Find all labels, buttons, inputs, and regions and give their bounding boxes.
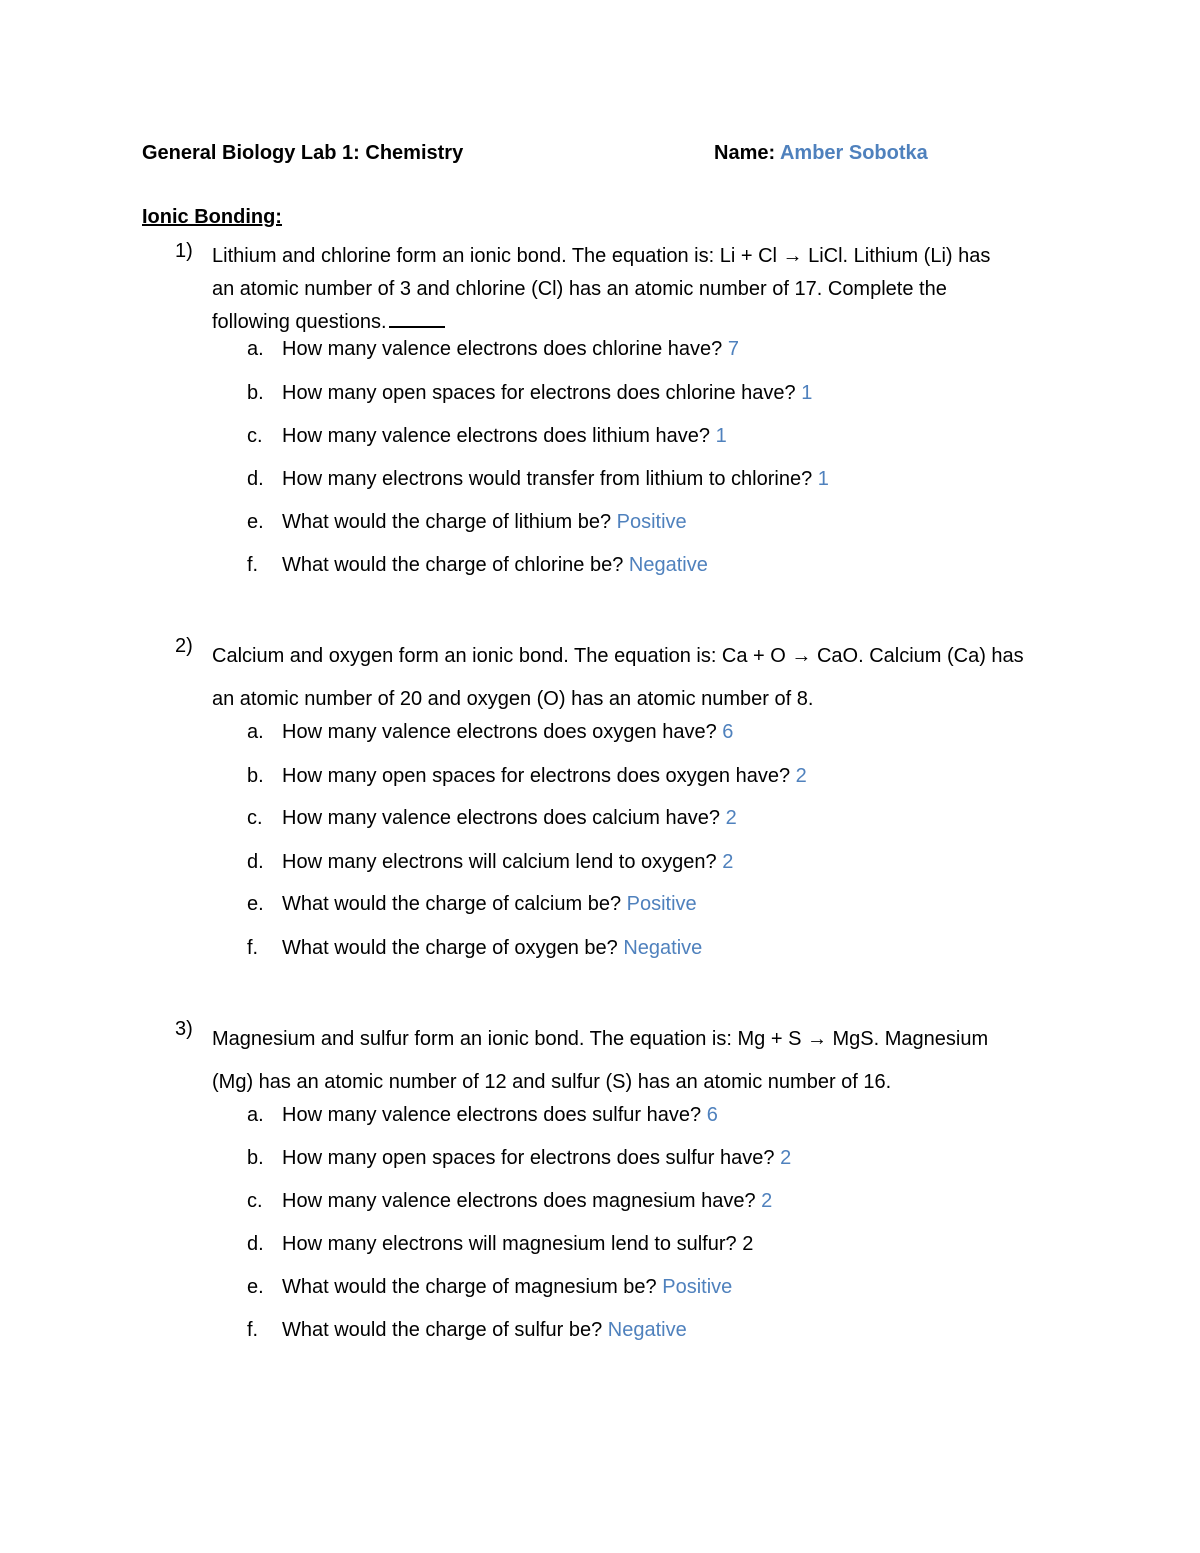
- answer-text: 2: [761, 1190, 773, 1212]
- answer-text: 1: [715, 425, 727, 447]
- answer-text: 6: [722, 721, 734, 743]
- question-text: [212, 1018, 1072, 1104]
- answer-text: Negative: [607, 1319, 687, 1341]
- document-title: General Biology Lab 1: Chemistry: [142, 142, 464, 164]
- question-text: [212, 635, 1072, 721]
- sub-question-2d: d. How many electrons will calcium lend to oxygen? 2: [247, 851, 734, 873]
- question-line: Magnesium and sulfur form an ionic bond. The equation is: Mg + S → MgS. Magnesium: [212, 1028, 989, 1050]
- question-3: [142, 1018, 1082, 1098]
- document-header: [142, 142, 1062, 172]
- answer-text: Negative: [628, 554, 708, 576]
- sub-question-2c: c. How many valence electrons does calcium have? 2: [247, 807, 737, 829]
- sub-question-3c: c. How many valence electrons does magnesium have? 2: [247, 1190, 773, 1212]
- answer-text: 2: [725, 807, 737, 829]
- question-number: 1): [175, 240, 193, 262]
- question-number: 2): [175, 635, 193, 657]
- sub-question-3d: d. How many electrons will magnesium lend to sulfur? 2: [247, 1233, 754, 1255]
- question-line: Lithium and chlorine form an ionic bond. The equation is: Li + Cl → LiCl. Lithium (Li) has: [212, 245, 991, 267]
- question-line: Calcium and oxygen form an ionic bond. The equation is: Ca + O → CaO. Calcium (Ca) has: [212, 645, 1024, 667]
- sub-question-2b: b. How many open spaces for electrons does oxygen have? 2: [247, 765, 807, 787]
- sub-question-3f: f. What would the charge of sulfur be? Negative: [247, 1319, 687, 1341]
- answer-text: Negative: [623, 937, 703, 959]
- name-label: Name:: [714, 142, 776, 164]
- question-line: following questions.: [212, 306, 1072, 339]
- sub-question-2f: f. What would the charge of oxygen be? Negative: [247, 937, 703, 959]
- answer-text: 2: [795, 765, 807, 787]
- answer-blank: [389, 308, 445, 328]
- sub-question-1e: e. What would the charge of lithium be? Positive: [247, 511, 687, 533]
- answer-text: Positive: [662, 1276, 733, 1298]
- sub-question-1c: c. How many valence electrons does lithium have? 1: [247, 425, 727, 447]
- sub-question-3a: a. How many valence electrons does sulfur have? 6: [247, 1104, 718, 1126]
- answer-text: 2: [780, 1147, 792, 1169]
- sub-question-3e: e. What would the charge of magnesium be? Positive: [247, 1276, 733, 1298]
- answer-text: Positive: [626, 893, 697, 915]
- section-heading: Ionic Bonding:: [142, 206, 282, 228]
- question-number: 3): [175, 1018, 193, 1040]
- answer-text: 6: [706, 1104, 718, 1126]
- answer-text: 1: [801, 382, 813, 404]
- question-1: [142, 240, 1082, 336]
- question-2: [142, 635, 1082, 715]
- question-line: (Mg) has an atomic number of 12 and sulfur (S) has an atomic number of 16.: [212, 1071, 892, 1093]
- name-value: Amber Sobotka: [779, 142, 928, 164]
- sub-question-1d: d. How many electrons would transfer from lithium to chlorine? 1: [247, 468, 829, 490]
- question-text: [212, 240, 1072, 339]
- answer-text: Positive: [616, 511, 687, 533]
- sub-question-1f: f. What would the charge of chlorine be? Negative: [247, 554, 708, 576]
- sub-question-3b: b. How many open spaces for electrons does sulfur have? 2: [247, 1147, 792, 1169]
- name-field: [714, 142, 928, 165]
- sub-question-1a: a. How many valence electrons does chlorine have? 7: [247, 338, 739, 360]
- sub-question-2e: e. What would the charge of calcium be? Positive: [247, 893, 697, 915]
- answer-text: 2: [722, 851, 734, 873]
- answer-text: 1: [817, 468, 829, 490]
- question-line: an atomic number of 3 and chlorine (Cl) has an atomic number of 17. Complete the: [212, 278, 947, 300]
- sub-question-2a: a. How many valence electrons does oxygen have? 6: [247, 721, 734, 743]
- sub-question-1b: b. How many open spaces for electrons does chlorine have? 1: [247, 382, 813, 404]
- question-line: an atomic number of 20 and oxygen (O) has an atomic number of 8.: [212, 688, 814, 710]
- answer-text: 7: [727, 338, 739, 360]
